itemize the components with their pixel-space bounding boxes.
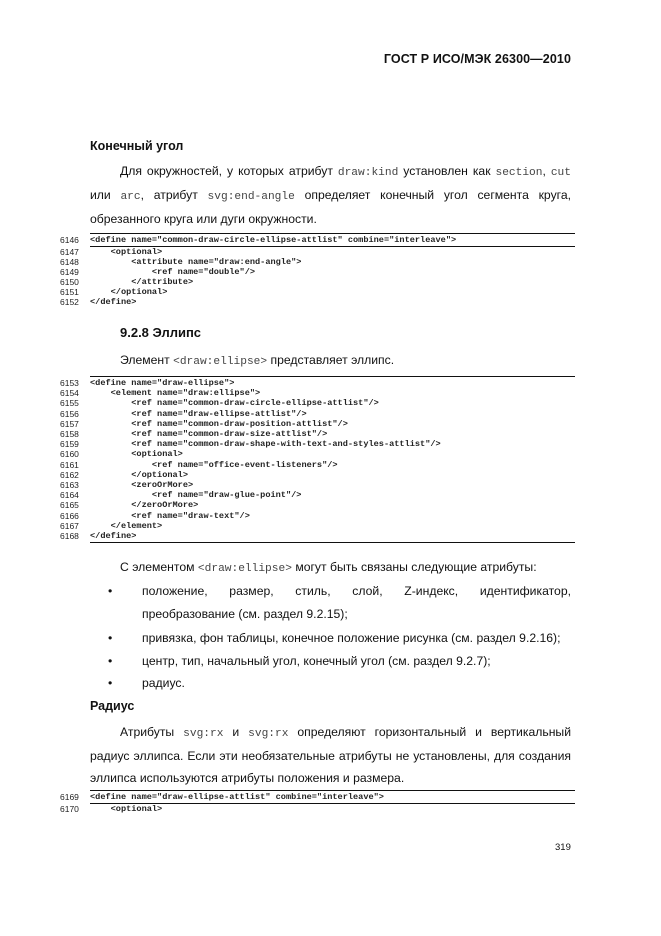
attribute-list: • положение, размер, стиль, слой, Z-индекс, идентификатор, преобразование (см. раздел 9.2.15); • привязка, фон таблицы, конечное положение рисунка (см. раздел 9.2.16); • центр, тип, начальный угол, конечный угол (см. раздел 9.2.7); • радиус. — [108, 580, 571, 690]
paragraph-attributes-intro: С элементом <draw:ellipse> могут быть связаны следующие атрибуты: — [120, 560, 537, 575]
code-block-end-angle: 6146 <define name="common-draw-circle-ellipse-attlist" combine="interleave"> 6147 <optional> 6148 <attribute name="draw:end-angle"> 6149 <ref name="double"/> 6150 </attribute> 6151 </optional> 6152 </define> — [60, 233, 575, 337]
code-block-ellipse: 6153 <define name="draw-ellipse"> 6154 <element name="draw:ellipse"> 6155 <ref name="common-draw-circle-ellipse-attlist"/> 6156 <ref name="draw-ellipse-attlist"/> 6157 <ref name="common-draw-position-attlist"/> 6158 <ref name="common-draw-size-attlist"/> 6159 <ref name="common-draw-shape-with-text-and-styles-attlist"/> 6160 <optional> 6161 <ref name="office-event-listeners"/> 6162 </optional> 6163 <zeroOrMore> 6164 <ref name="draw-glue-point"/> 6165 </zeroOrMore> 6166 <ref name="draw-text"/> 6167 </element> 6168 </define> — [60, 376, 575, 552]
page-number: 319 — [555, 842, 571, 853]
document-header: ГОСТ Р ИСО/МЭК 26300—2010 — [383, 52, 571, 66]
code-rule-sub — [90, 246, 575, 247]
bullet-icon: • — [108, 654, 113, 668]
heading-ellipse: 9.2.8 Эллипс — [120, 325, 202, 340]
paragraph-end-angle: Для окружностей, у которых атрибут draw:kind установлен как section, cut или arc, атрибут svg:end-angle определяет конечный угол сегмента круга, обрезанного круга или дуги окружности. — [90, 164, 572, 226]
code-rule-sub — [90, 803, 575, 804]
bullet-icon: • — [108, 584, 113, 598]
heading-radius: Радиус — [90, 699, 135, 713]
paragraph-radius: Атрибуты svg:rx и svg:rx определяют горизонтальный и вертикальный радиус эллипса. Если эти необязательные атрибуты не установлены, для создания эллипса используются атрибуты положения и размера. — [90, 725, 572, 785]
paragraph-ellipse-intro: Элемент <draw:ellipse> представляет эллипс. — [120, 353, 395, 368]
bullet-icon: • — [108, 676, 113, 690]
code-rule-top — [90, 233, 575, 234]
code-rule-top — [90, 376, 575, 377]
code-rule-top — [90, 790, 575, 791]
code-block-radius: 6169 <define name="draw-ellipse-attlist" combine="interleave"> 6170 <optional> — [60, 790, 575, 820]
code-rule-bottom — [90, 542, 575, 543]
heading-end-angle: Конечный угол — [90, 139, 184, 153]
bullet-icon: • — [108, 631, 113, 645]
